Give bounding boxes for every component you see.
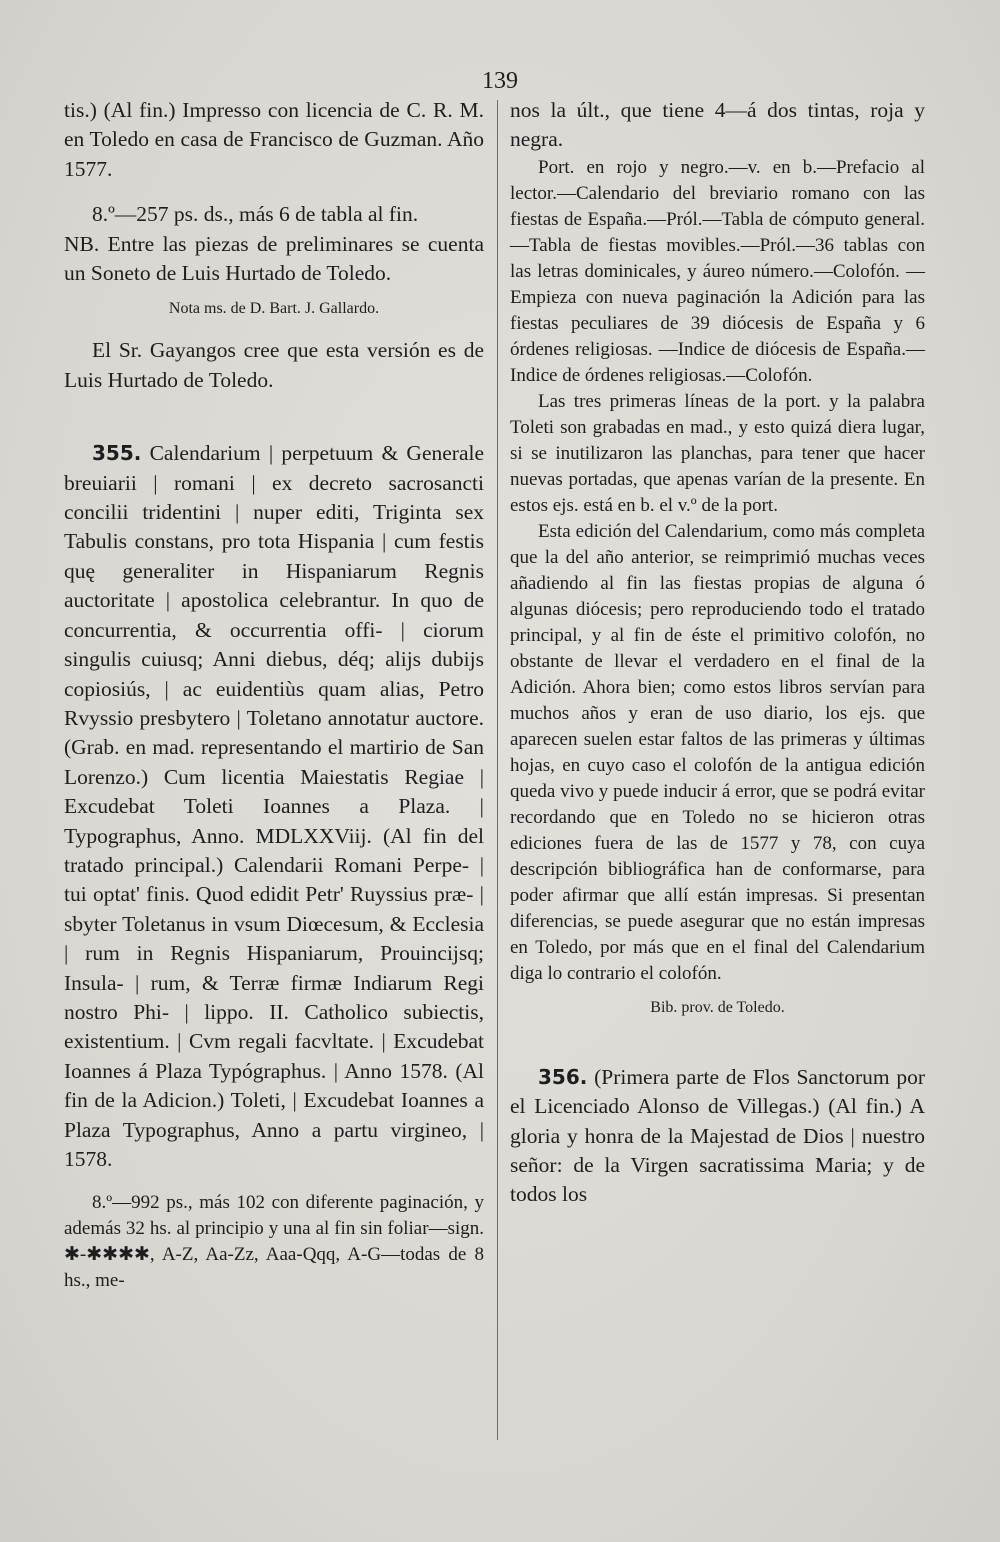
paragraph-nb-soneto: NB. Entre las piezas de preliminares se cuenta un Soneto de Luis Hurtado de Toledo. <box>64 231 484 286</box>
note-bib-prov: Bib. prov. de Toledo. <box>650 998 785 1016</box>
paragraph-colophon-1577: tis.) (Al fin.) Impresso con licencia de C. R. M. en Toledo en casa de Francisco de Guzman. Año 1577. <box>64 98 484 181</box>
entry-356 <box>510 1063 925 1210</box>
entry-356-text: (Primera parte de Flos Sanctorum por el Licenciado Alonso de Villegas.) (Al fin.) A gloria y honra de la Majestad de Dios | nuestro señor: de la Virgen sacratissima Maria; y de todos los <box>510 1064 925 1207</box>
page-number: 139 <box>482 68 518 94</box>
paragraph-edicion: Esta edición del Calendarium, como más completa que la del año anterior, se reimprimió muchas veces añadiendo al fin las fiestas propias de alguna ó algunas diócesis; pero reproduciendo todo el tratado principal, y al fin de éste el primitivo colofón, no obstante de llevar el verdadero en el final de la Adición. Ahora bien; como estos libros servían para muchos años y eran de uso diario, los ejs. que aparecen suelen estar faltos de las primeras y últimas hojas, en cuyo caso el colofón de la antigua edición queda vivo y puede inducir á error, que se podrá evitar recordando que en Toledo no se hicieron otras ediciones fuera de las de 1577 y 78, con cuya descripción bibliográfica han de conformarse, para poder afirmar que allí están impresas. Si presentan diferencias, se puede asegurar que no están impresas en Toledo, por más que en el final del Calendarium diga lo contrario el colofón. <box>510 520 925 984</box>
paragraph-continuation: nos la últ., que tiene 4—á dos tintas, roja y negra. <box>510 98 925 152</box>
paragraph-collation-992: 8.º—992 ps., más 102 con diferente paginación, y además 32 hs. al principio y una al fin sin foliar—sign. ✱-✱✱✱✱, A-Z, Aa-Zz, Aaa-Qqq, A-G—todas de 8 hs., me- <box>64 1192 484 1292</box>
paragraph-collation-257: 8.º—257 ps. ds., más 6 de tabla al fin. <box>92 202 419 227</box>
paragraph-contents: Port. en rojo y negro.—v. en b.—Prefacio al lector.—Calendario del breviario romano con las fiestas de España.—Pról.—Tabla de cómputo general.—Tabla de fiestas movibles.—Pról.—36 tablas con las letras dominicales, y áureo número.—Colofón. —Empieza con nueva paginación la Adición para las fiestas peculiares de 39 diócesis de España y 6 órdenes religiosas. —Indice de diócesis de España.—Indice de órdenes religiosas.—Colofón. <box>510 156 925 386</box>
left-column <box>64 96 484 1294</box>
entry-355-text: Calendarium | perpetuum & Generale breuiarii | romani | ex decreto sacrosancti concilii tridentini | nuper editi, Triginta sex Tabulis constans, pro tota Hispania | cum festis quę generaliter in Hispaniarum Regnis auctoritate | apostolica celebrantur. In quo de concurrentia, & occurrentia offi- | ciorum singulis cuiusq; Anni diebus, déq; alijs dubijs copiosiús, | ac euidentiùs quam alias, Petro Rvyssio presbytero | Toletano annotatur auctore. (Grab. en mad. representando el martirio de San Lorenzo.) Cum licentia Maiestatis Regiae | Excudebat Toleti Ioannes a Plaza. | Typographus, Anno. MDLXXViij. (Al fin del tratado principal.) Calendarii Romani Perpe- | tui optat' finis. Quod edidit Petr' Ruyssius præ- | sbyter Toletanus in vsum Diœcesum, & Ecclesia | rum in Regnis Hispaniarum, Prouincijsq; Insula- | rum, & Terræ firmæ Indiarum Regi nostro Phi- | lippo. II. Catholico subiectis, existentium. | Cvm regali facvltate. | Excudebat Ioannes á Plaza Typógraphus. | Anno 1578. (Al fin de la Adicion.) Toleti, | Excudebat Ioannes a Plaza Typographus, Anno a partu virgineo, | 1578. <box>64 441 485 1171</box>
right-column <box>510 96 925 1210</box>
paragraph-gayangos: El Sr. Gayangos cree que esta versión es de Luis Hurtado de Toledo. <box>64 338 484 392</box>
note-gallardo: Nota ms. de D. Bart. J. Gallardo. <box>168 300 380 318</box>
entry-number-356: 356. <box>538 1064 588 1089</box>
entry-number-355: 355. <box>92 441 142 466</box>
column-divider <box>497 100 498 1440</box>
paragraph-portada: Las tres primeras líneas de la port. y la palabra Toleti son grabadas en mad., y esto quizá diera lugar, si se inutilizaron las planchas, para tener que hacer nuevas portadas, que apenas varían de la presente. En estos ejs. está en b. el v.º de la port. <box>510 390 925 516</box>
entry-355 <box>64 439 484 1174</box>
